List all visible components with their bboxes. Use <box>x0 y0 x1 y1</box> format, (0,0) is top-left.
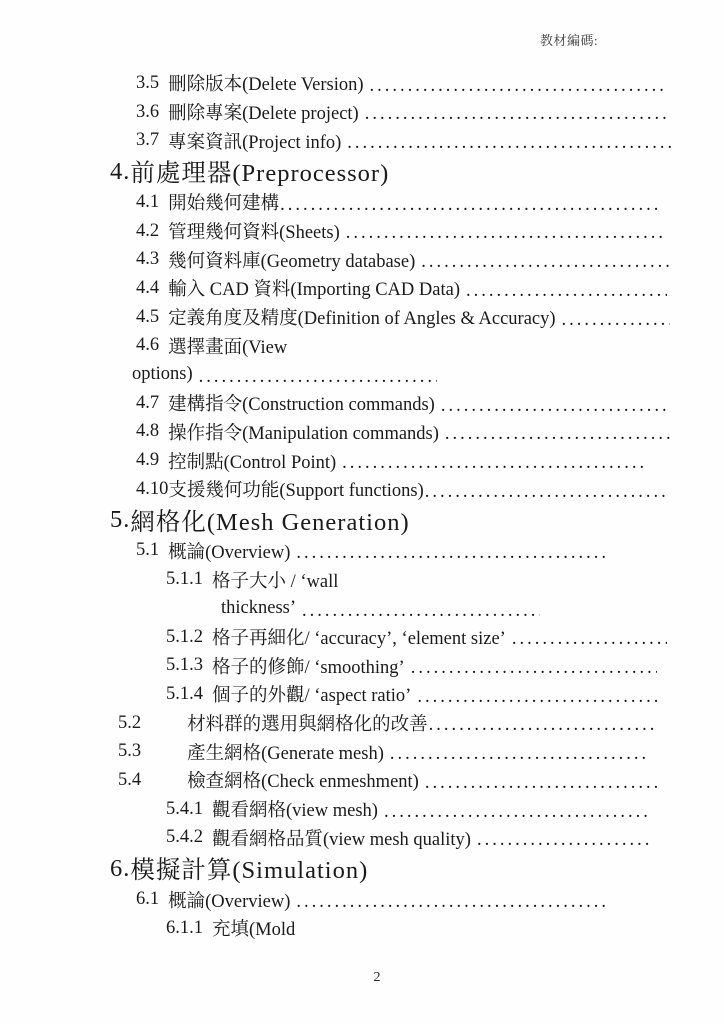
toc-entry <box>136 475 668 504</box>
dot-leader <box>405 658 657 680</box>
toc-entry <box>136 274 667 303</box>
toc-entry-number: 4.7 <box>136 392 160 413</box>
dot-leader <box>556 310 670 332</box>
toc-entry <box>118 709 655 738</box>
toc-entry-text: 選擇畫面(View <box>168 337 288 358</box>
toc-entry-text: 充填(Mold <box>212 920 296 941</box>
table-of-contents <box>0 69 724 943</box>
toc-entry-text: 產生網格(Generate mesh) <box>187 743 384 764</box>
toc-entry <box>118 737 650 766</box>
toc-entry <box>136 188 658 217</box>
dot-leader <box>428 715 655 737</box>
dot-leader <box>290 892 607 914</box>
toc-entry-text: 操作指令(Manipulation commands) <box>168 423 439 444</box>
dot-leader <box>341 133 672 155</box>
toc-entry-number: 4.2 <box>136 220 160 241</box>
dot-leader <box>364 76 666 98</box>
toc-entry-text: 材料群的選用與網格化的改善 <box>187 715 428 736</box>
toc-entry-number: 4.8 <box>136 421 160 442</box>
dot-leader <box>460 281 667 303</box>
dot-leader <box>384 744 650 766</box>
toc-entry-text: 前處理器(Preprocessor) <box>130 160 390 188</box>
toc-entry <box>166 680 658 709</box>
toc-entry-number: 5.1 <box>136 540 160 561</box>
page-number: 2 <box>373 970 381 985</box>
toc-entry-number: 4. <box>110 157 131 185</box>
dot-leader <box>415 252 670 274</box>
toc-entry <box>136 537 610 566</box>
toc-entry-number: 3.6 <box>136 101 160 122</box>
toc-entry <box>166 914 724 943</box>
toc-entry-text: 管理幾何資料(Sheets) <box>168 223 340 244</box>
toc-entry-text: 觀看網格(view mesh) <box>212 801 378 822</box>
toc-entry-number: 3.7 <box>136 130 160 151</box>
toc-entry-text: 格子的修飾/ ‘smoothing’ <box>212 657 405 678</box>
dot-leader <box>340 223 663 245</box>
toc-entry-number: 5.2 <box>118 712 142 733</box>
dot-leader <box>439 424 672 446</box>
toc-entry-text: 個子的外觀/ ‘aspect ratio’ <box>212 686 412 707</box>
dot-leader <box>424 482 668 504</box>
toc-entry-text: 支援幾何功能(Support functions) <box>168 481 424 502</box>
toc-entry-number: 6.1 <box>136 889 160 910</box>
toc-entry-number: 4.1 <box>136 191 160 212</box>
toc-entry-number: 5. <box>110 506 131 534</box>
toc-entry-number: 4.3 <box>136 249 160 270</box>
toc-entry <box>166 565 724 594</box>
toc-chapter-heading <box>110 504 724 537</box>
toc-entry <box>166 795 652 824</box>
toc-entry-number: 5.1.3 <box>166 655 203 676</box>
toc-entry-text: 概論(Overview) <box>168 891 291 912</box>
material-code-label: 教材編碼: <box>540 33 599 48</box>
dot-leader <box>419 773 660 795</box>
toc-entry <box>136 126 672 155</box>
dot-leader <box>506 629 667 651</box>
toc-chapter-heading <box>110 852 724 885</box>
toc-entry-text: thickness’ <box>221 597 297 618</box>
toc-entry-text: 幾何資料庫(Geometry database) <box>168 251 416 272</box>
toc-entry <box>136 885 607 914</box>
toc-entry-continuation <box>132 360 437 389</box>
toc-entry-text: 建構指令(Construction commands) <box>168 395 435 416</box>
toc-entry-number: 4.6 <box>136 335 160 356</box>
toc-chapter-heading <box>110 155 724 188</box>
toc-entry-number: 5.1.1 <box>166 569 203 590</box>
dot-leader <box>336 453 645 475</box>
toc-entry <box>136 389 670 418</box>
toc-entry <box>136 446 645 475</box>
toc-entry <box>136 332 724 361</box>
dot-leader <box>411 687 658 709</box>
toc-entry <box>136 245 670 274</box>
toc-entry-text: 概論(Overview) <box>168 542 291 563</box>
toc-entry-number: 5.3 <box>118 741 142 762</box>
dot-leader <box>359 104 668 126</box>
dot-leader <box>296 601 540 623</box>
toc-entry <box>136 303 670 332</box>
dot-leader <box>378 802 652 824</box>
toc-entry-text: 定義角度及精度(Definition of Angles & Accuracy) <box>168 309 556 330</box>
dot-leader <box>193 367 437 389</box>
toc-entry-text: 控制點(Control Point) <box>168 452 337 473</box>
dot-leader <box>471 830 653 852</box>
toc-entry-text: 檢查網格(Check enmeshment) <box>187 772 419 793</box>
toc-entry <box>136 418 672 447</box>
toc-entry <box>166 651 657 680</box>
toc-entry-number: 4.4 <box>136 277 160 298</box>
toc-entry-number: 4.5 <box>136 306 160 327</box>
toc-entry-number: 3.5 <box>136 72 160 93</box>
dot-leader <box>279 195 658 217</box>
dot-leader <box>435 396 670 418</box>
toc-entry <box>136 69 666 98</box>
toc-entry <box>118 766 660 795</box>
toc-entry <box>136 98 668 127</box>
toc-entry-number: 5.4.2 <box>166 827 203 848</box>
toc-entry-text: 開始幾何建構 <box>168 194 280 215</box>
toc-entry-number: 4.10 <box>136 478 169 499</box>
toc-entry-number: 5.4.1 <box>166 798 203 819</box>
toc-entry-number: 5.1.4 <box>166 683 203 704</box>
toc-entry-text: 觀看網格品質(view mesh quality) <box>212 829 471 850</box>
toc-entry-text: 輸入 CAD 資料(Importing CAD Data) <box>168 280 460 301</box>
toc-entry <box>166 623 667 652</box>
toc-entry-text: 模擬計算(Simulation) <box>130 857 369 885</box>
toc-entry-text: 刪除專案(Delete project) <box>168 104 359 125</box>
toc-entry-text: 格子再細化/ ‘accuracy’, ‘element size’ <box>212 629 506 650</box>
dot-leader <box>290 543 610 565</box>
toc-entry-number: 6.1.1 <box>166 917 203 938</box>
toc-entry-text: 刪除版本(Delete Version) <box>168 75 364 96</box>
toc-entry-text: 網格化(Mesh Generation) <box>130 508 410 536</box>
toc-entry-number: 5.1.2 <box>166 626 203 647</box>
toc-entry-number: 5.4 <box>118 769 142 790</box>
toc-entry-number: 6. <box>110 854 131 882</box>
toc-entry-text: 專案資訊(Project info) <box>168 132 342 153</box>
toc-entry-continuation <box>221 594 540 623</box>
toc-entry <box>166 824 653 853</box>
toc-entry-text: options) <box>132 364 193 385</box>
toc-entry-number: 4.9 <box>136 450 160 471</box>
toc-entry-text: 格子大小 / ‘wall <box>212 571 339 592</box>
toc-entry <box>136 217 663 246</box>
